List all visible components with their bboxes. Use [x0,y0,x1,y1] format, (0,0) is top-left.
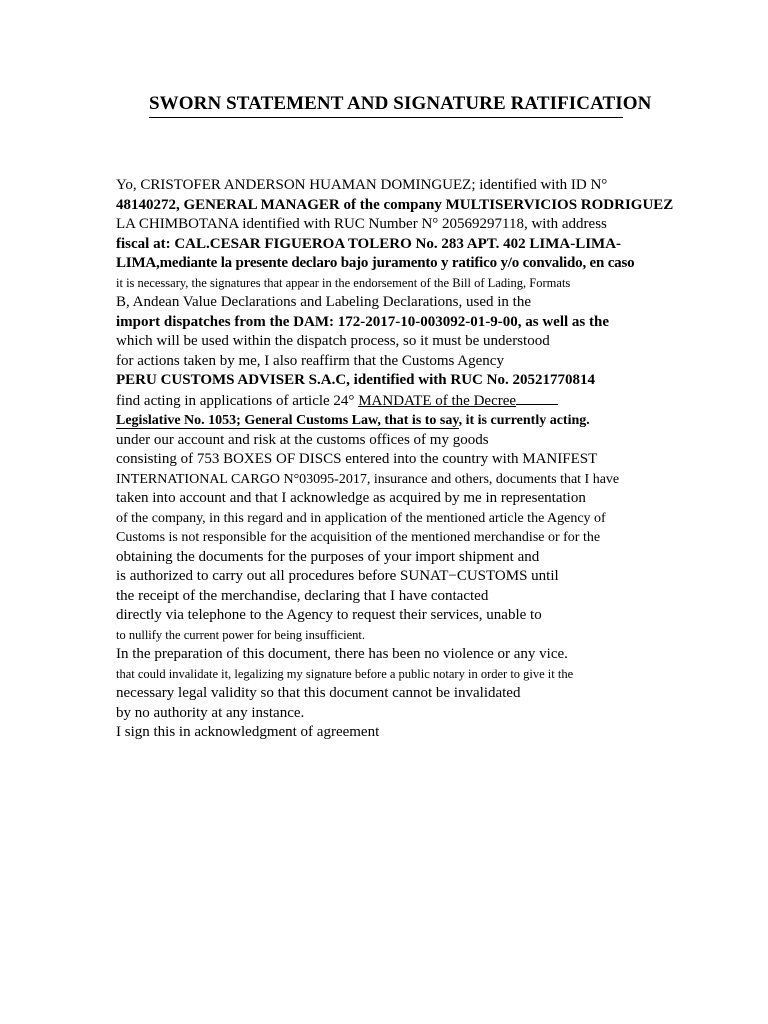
body-line: directly via telephone to the Agency to request their services, unable to [116,607,542,623]
body-line: INTERNATIONAL CARGO N°03095-2017, insurance and others, documents that I have [116,471,620,487]
body-line: I sign this in acknowledgment of agreement [116,724,380,740]
underline-trail [516,391,558,405]
title-underline [149,117,623,118]
body-line: LA CHIMBOTANA identified with RUC Number N° 20569297118, with address [116,216,607,232]
body-line: B, Andean Value Declarations and Labeling Declarations, used in the [116,294,532,310]
body-line: obtaining the documents for the purposes of your import shipment and [116,548,540,565]
body-line [116,411,768,431]
body-line: consisting of 753 BOXES OF DISCS entered into the country with MANIFEST [116,451,598,467]
body-line: it is necessary, the signatures that appear in the endorsement of the Bill of Lading, Formats [116,275,571,290]
body-line: the receipt of the merchandise, declaring that I have contacted [116,587,489,604]
body-line [116,391,768,412]
body-line: taken into account and that I acknowledge as acquired by me in representation [116,490,586,506]
body-line: import dispatches from the DAM: 172-2017-10-003092-01-9-00, as well as the [116,313,609,330]
body-line: which will be used within the dispatch process, so it must be understood [116,333,550,349]
body-line: Yo, CRISTOFER ANDERSON HUAMAN DOMINGUEZ; identified with ID N° [116,177,608,193]
statement-body [116,176,768,743]
document-title: SWORN STATEMENT AND SIGNATURE RATIFICATION [149,93,652,114]
body-line: by no authority at any instance. [116,704,305,721]
legislative-text: Legislative No. 1053; General Customs Law, that is to say, it is currently acting. [116,413,590,428]
body-line: is authorized to carry out all procedures before SUNAT−CUSTOMS until [116,568,559,584]
body-line: to nullify the current power for being insufficient. [116,627,366,642]
body-line: LIMA,mediante la presente declaro bajo juramento y ratifico y/o convalido, en caso [116,255,635,271]
body-line: 48140272, GENERAL MANAGER of the company MULTISERVICIOS RODRIGUEZ [116,196,674,213]
mandate-text: MANDATE of the Decree [358,392,517,409]
body-line: Customs is not responsible for the acquisition of the mentioned merchandise or for the [116,530,601,545]
body-line: fiscal at: CAL.CESAR FIGUEROA TOLERO No. 283 APT. 402 LIMA-LIMA- [116,235,622,252]
article-reference: find acting in applications of article 24° [116,392,355,409]
body-line: PERU CUSTOMS ADVISER S.A.C, identified with RUC No. 20521770814 [116,372,595,388]
body-line: for actions taken by me, I also reaffirm that the Customs Agency [116,352,504,369]
body-line: under our account and risk at the customs offices of my goods [116,431,489,448]
legislative-underline [116,428,459,429]
body-line: of the company, in this regard and in application of the mentioned article the Agency of [116,510,606,526]
body-line: necessary legal validity so that this document cannot be invalidated [116,685,521,701]
body-line: that could invalidate it, legalizing my signature before a public notary in order to give it the [116,666,574,681]
body-line: In the preparation of this document, there has been no violence or any vice. [116,646,568,662]
